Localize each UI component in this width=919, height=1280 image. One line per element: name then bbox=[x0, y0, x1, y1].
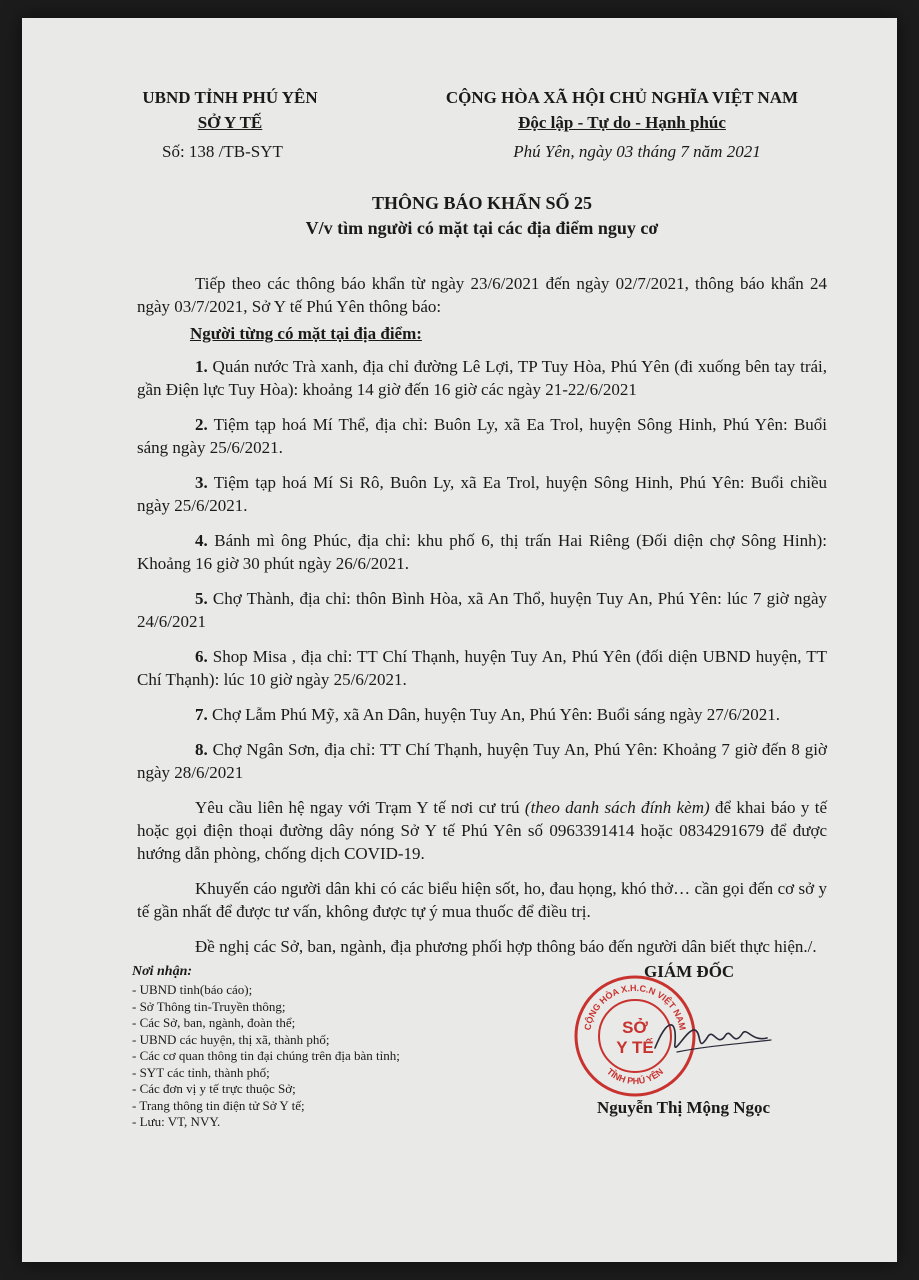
recipient-line: - UBND các huyện, thị xã, thành phố; bbox=[132, 1031, 330, 1047]
document-number: Số: 138 /TB-SYT bbox=[162, 142, 283, 161]
recipient-line: - SYT các tỉnh, thành phố; bbox=[132, 1064, 270, 1080]
location-item: 6. Shop Misa , địa chỉ: TT Chí Thạnh, huyện Tuy An, Phú Yên (đối diện UBND huyện, TT Chí Thạnh): lúc 10 giờ ngày 25/6/2021. bbox=[137, 647, 827, 689]
location-item: 1. Quán nước Trà xanh, địa chỉ đường Lê Lợi, TP Tuy Hòa, Phú Yên (đi xuống bên tay trái, gần Điện lực Tuy Hòa): khoảng 14 giờ đến 16 giờ các ngày 21-22/6/2021 bbox=[137, 357, 827, 399]
seal-ring-top-text: CỘNG HÒA X.H.C.N VIỆT NAM bbox=[582, 982, 688, 1032]
intro-paragraph: Tiếp theo các thông báo khẩn từ ngày 23/6/2021 đến ngày 02/7/2021, thông báo khẩn 24 ngày 03/7/2021, Sở Y tế Phú Yên thông báo: bbox=[137, 274, 827, 316]
location-item: 3. Tiệm tạp hoá Mí Si Rô, Buôn Ly, xã Ea Trol, huyện Sông Hinh, Phú Yên: Buổi chiều ngày 25/6/2021. bbox=[137, 473, 827, 515]
seal-ring-bottom-text: TỈNH PHÚ YÊN bbox=[604, 1066, 666, 1087]
issuing-authority: UBND TỈNH PHÚ YÊN bbox=[142, 88, 318, 107]
recipient-line: - UBND tỉnh(báo cáo); bbox=[132, 982, 253, 997]
location-item: 4. Bánh mì ông Phúc, địa chỉ: khu phố 6, thị trấn Hai Riêng (Đối diện chợ Sông Hinh): Khoảng 16 giờ 30 phút ngày 26/6/2021. bbox=[137, 531, 827, 573]
recipient-line: - Trang thông tin điện tử Sở Y tế; bbox=[132, 1097, 305, 1113]
location-item: 8. Chợ Ngân Sơn, địa chỉ: TT Chí Thạnh, huyện Tuy An, Phú Yên: Khoảng 7 giờ đến 8 giờ ngày 28/6/2021 bbox=[137, 740, 827, 782]
national-title: CỘNG HÒA XÃ HỘI CHỦ NGHĨA VIỆT NAM bbox=[445, 88, 799, 107]
document-page bbox=[22, 18, 897, 1262]
place-and-date: Phú Yên, ngày 03 tháng 7 năm 2021 bbox=[513, 142, 761, 161]
national-motto: Độc lập - Tự do - Hạnh phúc bbox=[518, 113, 726, 132]
location-item: 2. Tiệm tạp hoá Mí Thể, địa chỉ: Buôn Ly, xã Ea Trol, huyện Sông Hinh, Phú Yên: Buổi sáng ngày 25/6/2021. bbox=[137, 415, 828, 457]
recipients-block bbox=[132, 964, 400, 1131]
request-paragraph: Yêu cầu liên hệ ngay với Trạm Y tế nơi cư trú (theo danh sách đính kèm) để khai báo y tế hoặc gọi điện thoại đường dây nóng Sở Y tế Phú Yên số 0963391414 hoặc 0834291679 để được hướng dẫn phòng, chống dịch COVID-19. bbox=[137, 798, 827, 863]
location-item: 5. Chợ Thành, địa chỉ: thôn Bình Hòa, xã An Thổ, huyện Tuy An, Phú Yên: lúc 7 giờ ngày 24/6/2021 bbox=[137, 589, 827, 631]
recipient-line: - Các Sở, ban, ngành, đoàn thể; bbox=[132, 1015, 296, 1030]
document-subject: V/v tìm người có mặt tại các địa điểm nguy cơ bbox=[305, 218, 659, 238]
recipient-line: - Các đơn vị y tế trực thuộc Sở; bbox=[132, 1081, 296, 1096]
signer-name: Nguyễn Thị Mộng Ngọc bbox=[597, 1098, 771, 1117]
seal-center-line2: Y TẾ bbox=[616, 1038, 654, 1057]
issuing-department: SỞ Y TẾ bbox=[197, 113, 263, 132]
seal-center-line1: SỞ bbox=[622, 1018, 648, 1037]
closing-paragraph: Đề nghị các Sở, ban, ngành, địa phương phối hợp thông báo đến người dân biết thực hiện./. bbox=[195, 937, 817, 956]
recipient-line: - Lưu: VT, NVY. bbox=[132, 1114, 221, 1129]
recipients-label: Nơi nhận: bbox=[132, 964, 193, 979]
signer-position: GIÁM ĐỐC bbox=[644, 962, 735, 981]
section-heading: Người từng có mặt tại địa điểm: bbox=[190, 324, 422, 343]
document-title: THÔNG BÁO KHẨN SỐ 25 bbox=[371, 193, 593, 213]
recipient-line: - Các cơ quan thông tin đại chúng trên địa bàn tỉnh; bbox=[132, 1048, 400, 1063]
advice-paragraph: Khuyến cáo người dân khi có các biểu hiện sốt, ho, đau họng, khó thở… cần gọi đến cơ sở y tế gần nhất để được tư vấn, không được tự ý mua thuốc để điều trị. bbox=[137, 879, 827, 921]
handwritten-signature bbox=[647, 1008, 777, 1068]
document-body bbox=[137, 272, 827, 970]
recipient-line: - Sở Thông tin-Truyền thông; bbox=[132, 998, 286, 1014]
location-item: 7. Chợ Lẫm Phú Mỹ, xã An Dân, huyện Tuy An, Phú Yên: Buổi sáng ngày 27/6/2021. bbox=[195, 705, 780, 724]
